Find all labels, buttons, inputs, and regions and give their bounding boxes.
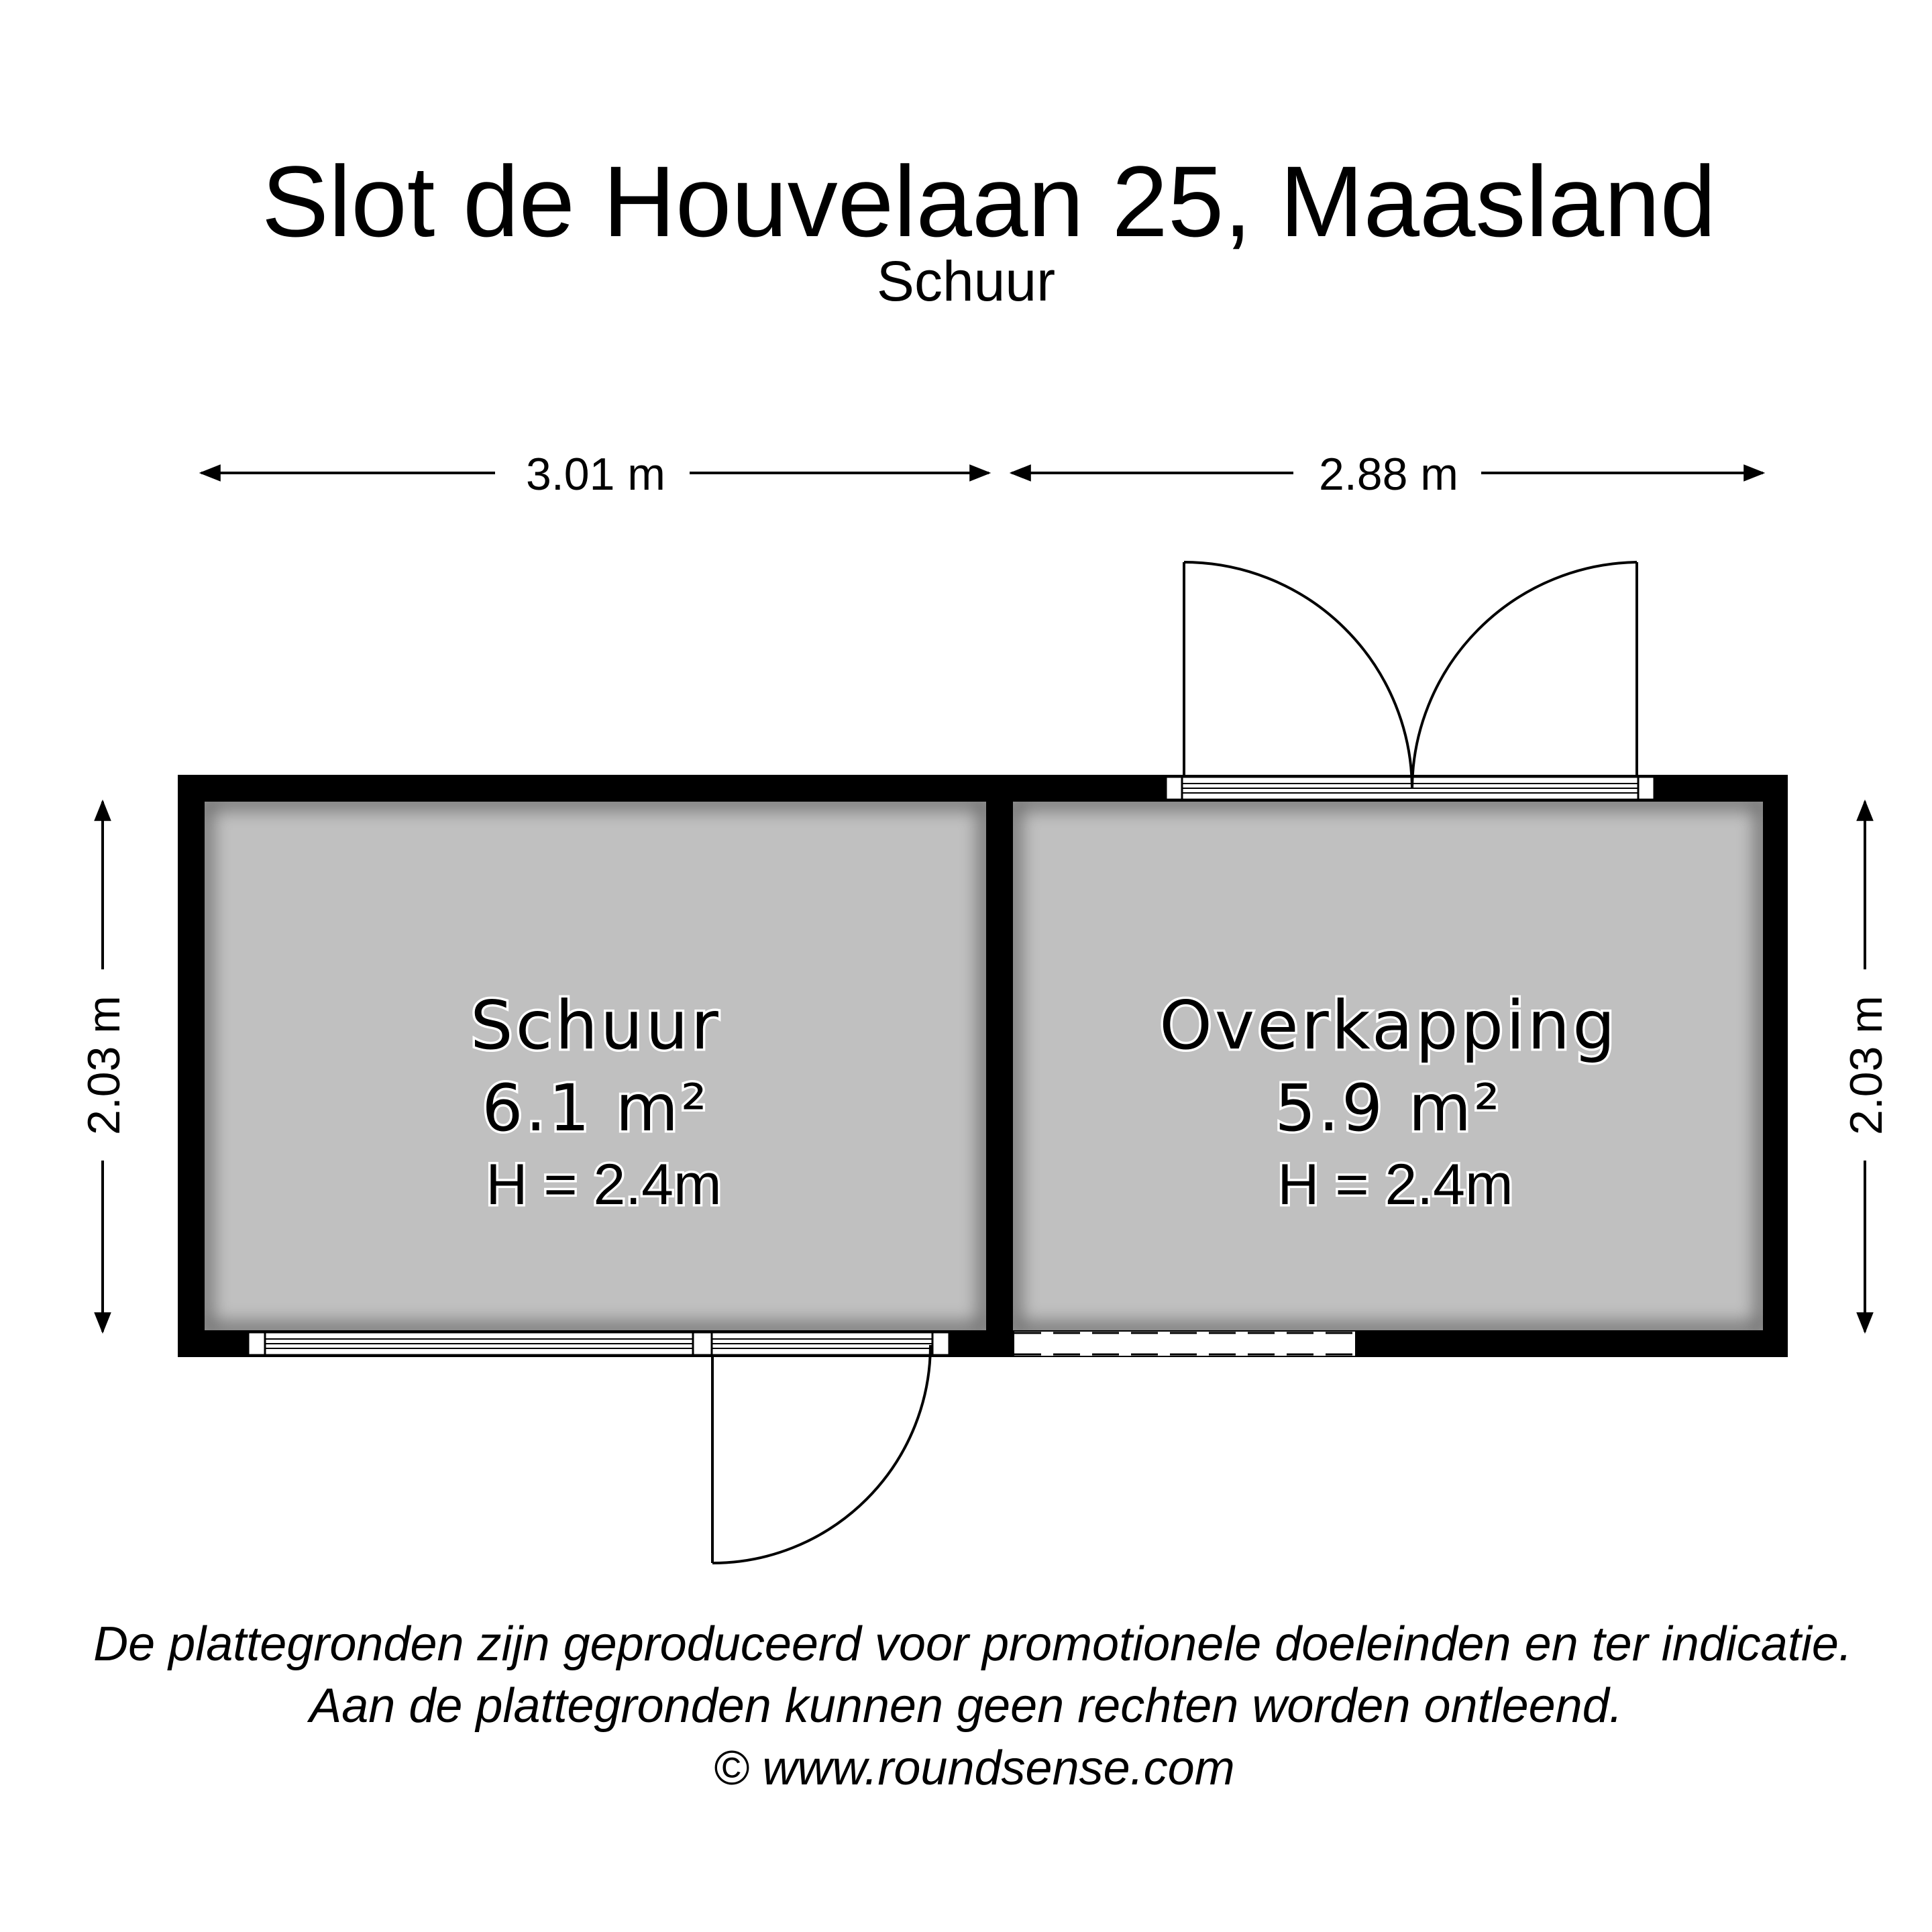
dimension-label: 3.01 m: [526, 449, 665, 500]
disclaimer-line-1: De plattegronden zijn geproduceerd voor promotionele doeleinden en ter indicatie.: [93, 1617, 1852, 1671]
dimension-label: 2.88 m: [1319, 449, 1458, 500]
dimension-left: [78, 802, 129, 1332]
room-area: 5.9 m²: [1275, 1071, 1503, 1146]
door-bottom: [712, 1345, 930, 1563]
room-name: Schuur: [470, 986, 721, 1065]
page-subtitle: Schuur: [876, 250, 1056, 313]
room-height: H = 2.4m: [486, 1152, 722, 1217]
room-height: H = 2.4m: [1277, 1152, 1513, 1217]
room-area: 6.1 m²: [482, 1071, 710, 1146]
room-floor-schuur: [205, 802, 986, 1330]
dimension-top-left: [201, 449, 989, 500]
window-bottom-left: [248, 1332, 949, 1355]
open-wall-section: [1014, 1332, 1355, 1356]
page-title: Slot de Houvelaan 25, Maasland: [261, 145, 1717, 258]
room-floor-overkapping: [1013, 802, 1763, 1330]
dimension-top-right: [1012, 449, 1763, 500]
disclaimer-line-2: Aan de plattegronden kunnen geen rechten worden ontleend.: [309, 1679, 1623, 1733]
room-label-schuur: [470, 986, 722, 1217]
dimension-label: 2.03 m: [1841, 996, 1892, 1135]
dimension-right: [1841, 802, 1892, 1332]
double-door-top: [1166, 562, 1654, 800]
room-name: Overkapping: [1159, 986, 1618, 1065]
copyright-line: © www.roundsense.com: [713, 1741, 1235, 1795]
dimension-label: 2.03 m: [78, 996, 129, 1135]
